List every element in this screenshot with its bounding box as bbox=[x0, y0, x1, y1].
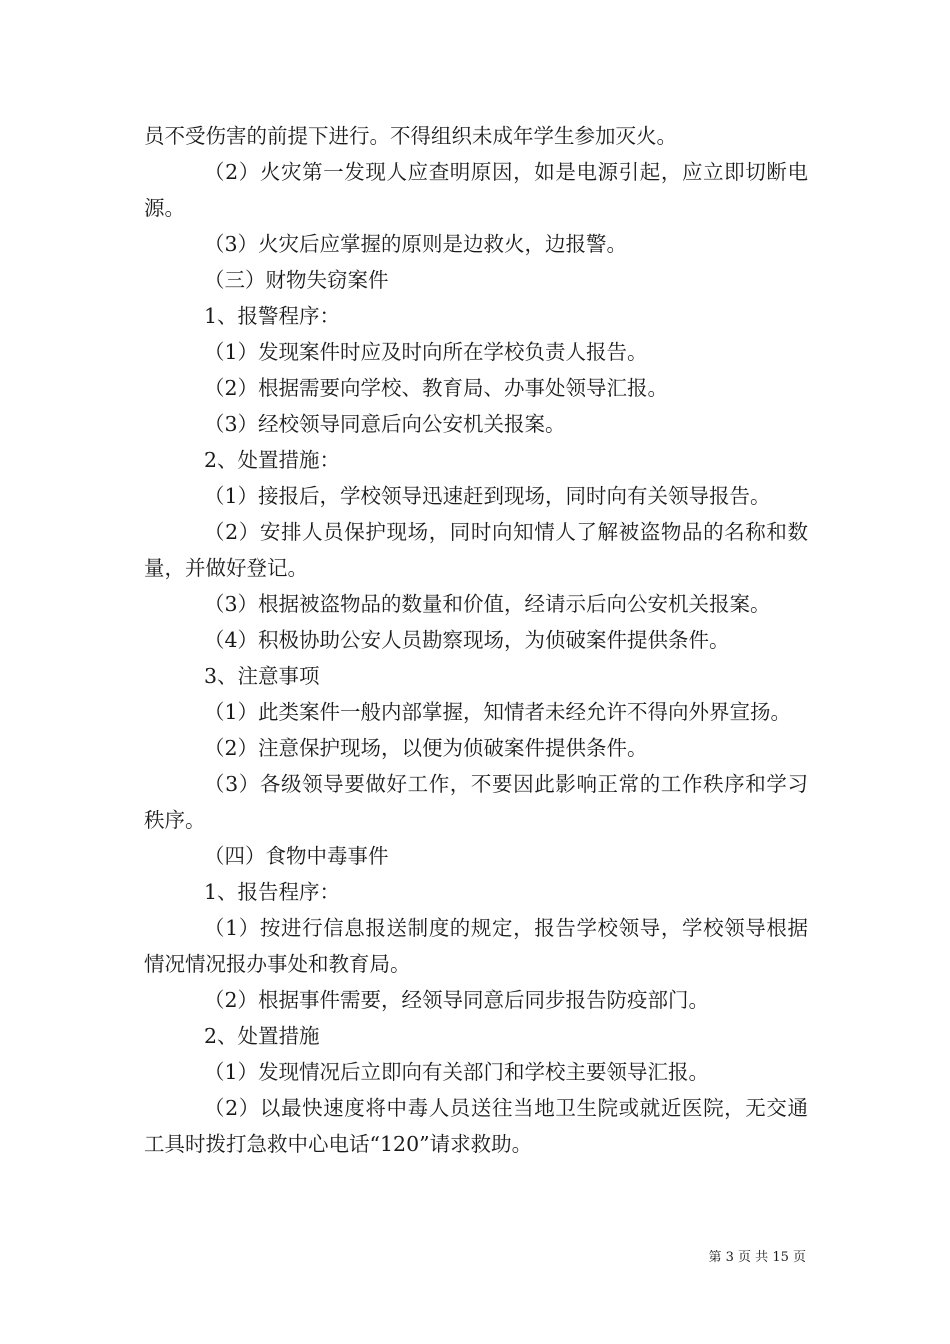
paragraph-21: （2）根据事件需要，经领导同意后同步报告防疫部门。 bbox=[204, 988, 710, 1012]
paragraph-12: （3）根据被盗物品的数量和价值，经请示后向公安机关报案。 bbox=[204, 592, 771, 616]
paragraph-17: （3）各级领导要做好工作，不要因此影响正常的工作秩序和学习秩序。 bbox=[144, 772, 808, 832]
subheading-report-procedure: 1、报警程序： bbox=[204, 304, 341, 328]
subheading-notes: 3、注意事项 bbox=[204, 664, 320, 688]
paragraph-15: （1）此类案件一般内部掌握，知情者未经允许不得向外界宣扬。 bbox=[204, 700, 792, 724]
page-number: 第 3 页 共 15 页 bbox=[708, 1250, 806, 1265]
paragraph-11: （2）安排人员保护现场，同时向知情人了解被盗物品的名称和数量，并做好登记。 bbox=[144, 520, 808, 580]
paragraph-16: （2）注意保护现场，以便为侦破案件提供条件。 bbox=[204, 736, 648, 760]
paragraph-24: （2）以最快速度将中毒人员送往当地卫生院或就近医院，无交通工具时拨打急救中心电话“120”请求救助。 bbox=[144, 1096, 808, 1156]
section-heading-property-theft: （三）财物失窃案件 bbox=[204, 268, 389, 292]
paragraph-10: （1）接报后，学校领导迅速赶到现场，同时向有关领导报告。 bbox=[204, 484, 771, 508]
paragraph-8: （3）经校领导同意后向公安机关报案。 bbox=[204, 412, 566, 436]
subheading-disposal-measures: 2、处置措施： bbox=[204, 448, 341, 472]
section-heading-food-poisoning: （四）食物中毒事件 bbox=[204, 844, 389, 868]
paragraph-13: （4）积极协助公安人员勘察现场，为侦破案件提供条件。 bbox=[204, 628, 730, 652]
paragraph-1: 员不受伤害的前提下进行。不得组织未成年学生参加灭火。 bbox=[144, 124, 677, 148]
paragraph-2: （2）火灾第一发现人应查明原因，如是电源引起，应立即切断电源。 bbox=[144, 160, 808, 220]
subheading-report-procedure-2: 1、报告程序： bbox=[204, 880, 341, 904]
paragraph-23: （1）发现情况后立即向有关部门和学校主要领导汇报。 bbox=[204, 1060, 710, 1084]
paragraph-7: （2）根据需要向学校、教育局、办事处领导汇报。 bbox=[204, 376, 669, 400]
document-body bbox=[144, 118, 808, 1162]
subheading-disposal-measures-2: 2、处置措施 bbox=[204, 1024, 320, 1048]
paragraph-20: （1）按进行信息报送制度的规定，报告学校领导，学校领导根据情况情况报办事处和教育局。 bbox=[144, 916, 808, 976]
paragraph-6: （1）发现案件时应及时向所在学校负责人报告。 bbox=[204, 340, 648, 364]
paragraph-3: （3）火灾后应掌握的原则是边救火，边报警。 bbox=[204, 232, 628, 256]
